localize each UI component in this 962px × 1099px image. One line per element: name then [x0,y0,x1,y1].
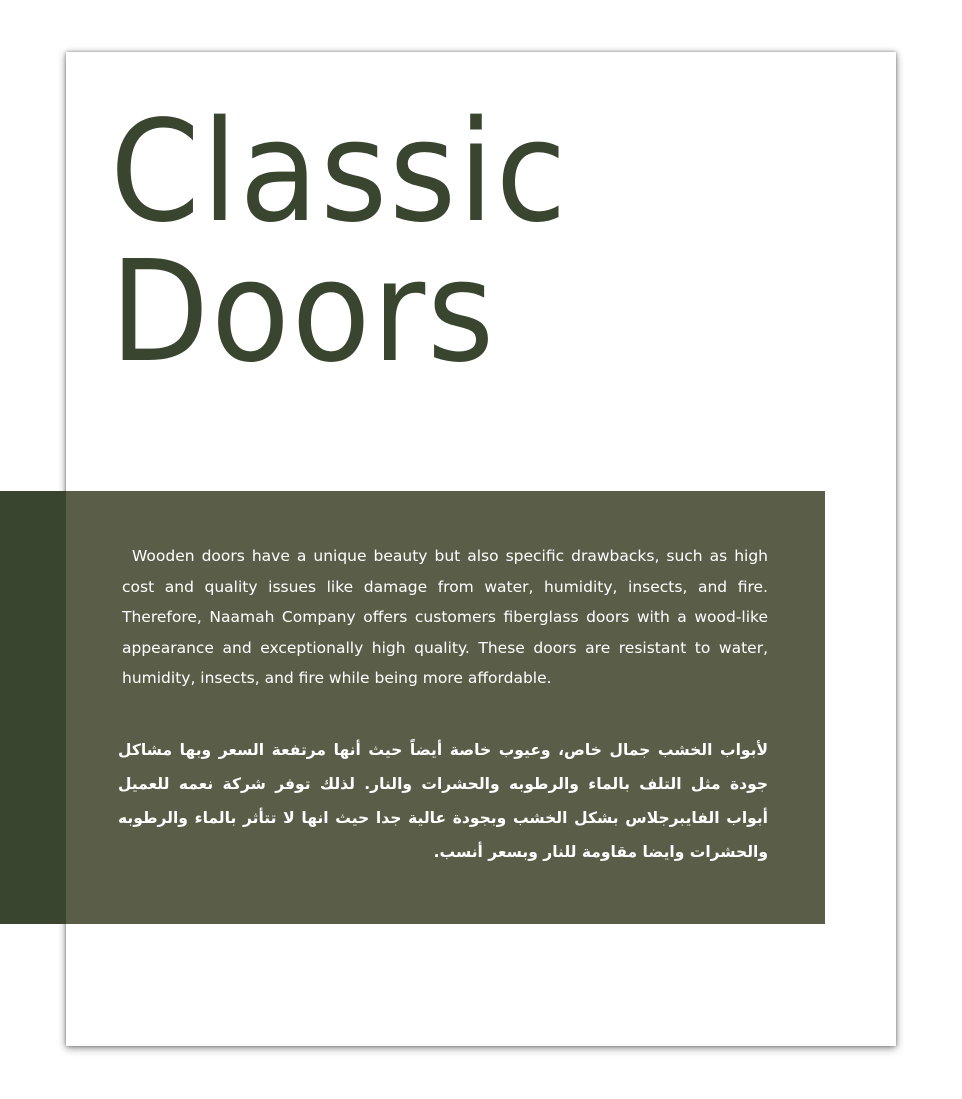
title-line-1: Classic [110,91,569,254]
accent-strip [0,491,66,924]
arabic-paragraph: لأبواب الخشب جمال خاص، وعيوب خاصة أيضاً حيث أنها مرتفعة السعر وبها مشاكل جودة مثل التلف بالماء والرطوبه والحشرات والنار. لذلك توفر شركة نعمه للعميل أبواب الفايبرجلاس بشكل الخشب وبجودة عالية جدا حيث انها لا تتأثر بالماء والرطوبه والحشرات وايضا مقاومة للنار وبسعر أنسب. [118,741,768,861]
title-line-2: Doors [110,231,497,394]
english-paragraph: Wooden doors have a unique beauty but also specific drawbacks, such as high cost and quality issues like damage from water, humidity, insects, and fire. Therefore, Naamah Company offers customers fiberglass doors with a wood-like appearance and exceptionally high quality. These doors are resistant to water, humidity, insects, and fire while being more affordable. [122,547,768,687]
page-title [110,91,569,394]
